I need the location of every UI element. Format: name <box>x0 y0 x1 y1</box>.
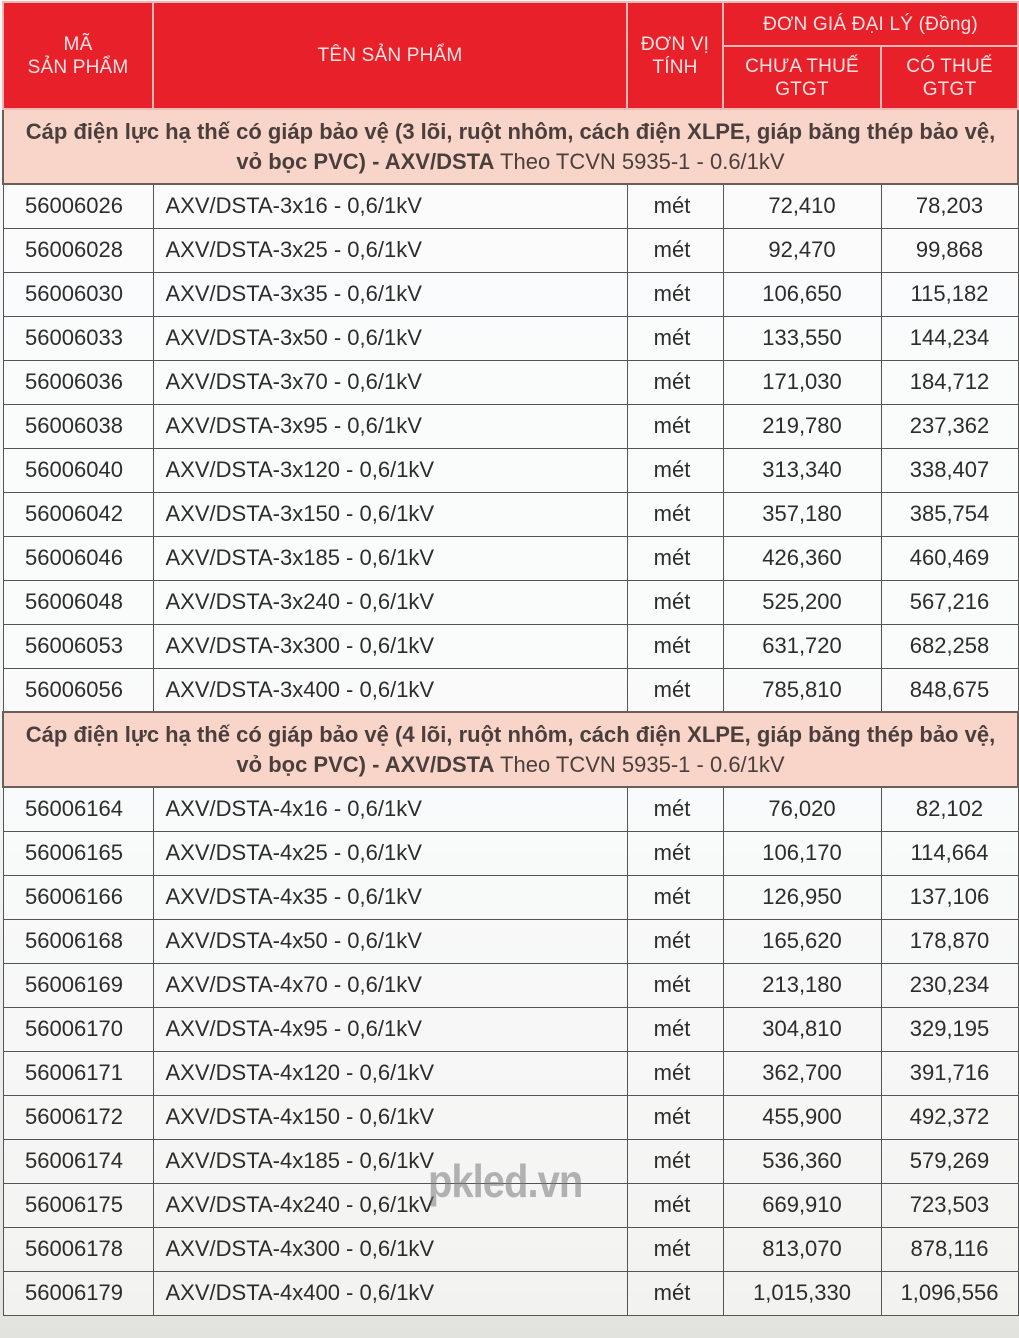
product-code-cell: 56006172 <box>3 1095 153 1139</box>
product-code-cell: 56006164 <box>3 787 153 831</box>
price-table <box>2 1 1019 1316</box>
price-pretax-cell: 631,720 <box>723 624 881 668</box>
product-name-cell: AXV/DSTA-3x150 - 0,6/1kV <box>153 492 627 536</box>
price-pretax-cell: 165,620 <box>723 919 881 963</box>
unit-cell: mét <box>627 875 723 919</box>
table-row <box>3 448 1018 492</box>
price-withtax-cell: 329,195 <box>881 1007 1018 1051</box>
price-withtax-cell: 137,106 <box>881 875 1018 919</box>
watermark: pkled.vn <box>428 1156 583 1208</box>
price-withtax-cell: 78,203 <box>881 184 1018 228</box>
table-body <box>3 109 1018 1315</box>
product-code-cell: 56006030 <box>3 272 153 316</box>
price-withtax-cell: 492,372 <box>881 1095 1018 1139</box>
product-code-cell: 56006036 <box>3 360 153 404</box>
table-row <box>3 831 1018 875</box>
price-pretax-cell: 92,470 <box>723 228 881 272</box>
table-row <box>3 875 1018 919</box>
product-name-cell: AXV/DSTA-3x240 - 0,6/1kV <box>153 580 627 624</box>
price-withtax-cell: 579,269 <box>881 1139 1018 1183</box>
product-code-cell: 56006040 <box>3 448 153 492</box>
price-pretax-cell: 219,780 <box>723 404 881 448</box>
price-withtax-cell: 82,102 <box>881 787 1018 831</box>
header-unit: ĐƠN VỊ TÍNH <box>627 2 723 109</box>
table-row <box>3 492 1018 536</box>
price-pretax-cell: 213,180 <box>723 963 881 1007</box>
unit-cell: mét <box>627 580 723 624</box>
product-code-cell: 56006038 <box>3 404 153 448</box>
unit-cell: mét <box>627 536 723 580</box>
product-name-cell: AXV/DSTA-3x25 - 0,6/1kV <box>153 228 627 272</box>
product-name-cell: AXV/DSTA-4x70 - 0,6/1kV <box>153 963 627 1007</box>
table-row <box>3 1271 1018 1315</box>
product-code-cell: 56006175 <box>3 1183 153 1227</box>
header-product-code: MÃ SẢN PHẨM <box>3 2 153 109</box>
product-code-cell: 56006033 <box>3 316 153 360</box>
price-withtax-cell: 385,754 <box>881 492 1018 536</box>
price-withtax-cell: 114,664 <box>881 831 1018 875</box>
unit-cell: mét <box>627 1095 723 1139</box>
product-name-cell: AXV/DSTA-3x35 - 0,6/1kV <box>153 272 627 316</box>
price-pretax-cell: 455,900 <box>723 1095 881 1139</box>
header-price-pretax: CHƯA THUẾ GTGT <box>723 46 881 109</box>
product-code-cell: 56006174 <box>3 1139 153 1183</box>
unit-cell: mét <box>627 360 723 404</box>
header-product-name: TÊN SẢN PHẨM <box>153 2 627 109</box>
unit-cell: mét <box>627 831 723 875</box>
price-withtax-cell: 567,216 <box>881 580 1018 624</box>
table-row <box>3 580 1018 624</box>
price-pretax-cell: 1,015,330 <box>723 1271 881 1315</box>
product-name-cell: AXV/DSTA-4x185 - 0,6/1kV <box>153 1139 627 1183</box>
table-row <box>3 316 1018 360</box>
product-name-cell: AXV/DSTA-4x120 - 0,6/1kV <box>153 1051 627 1095</box>
price-pretax-cell: 785,810 <box>723 668 881 712</box>
product-name-cell: AXV/DSTA-4x300 - 0,6/1kV <box>153 1227 627 1271</box>
product-name-cell: AXV/DSTA-4x240 - 0,6/1kV <box>153 1183 627 1227</box>
product-name-cell: AXV/DSTA-4x95 - 0,6/1kV <box>153 1007 627 1051</box>
table-row <box>3 228 1018 272</box>
price-withtax-cell: 144,234 <box>881 316 1018 360</box>
product-code-cell: 56006053 <box>3 624 153 668</box>
product-name-cell: AXV/DSTA-3x400 - 0,6/1kV <box>153 668 627 712</box>
product-code-cell: 56006056 <box>3 668 153 712</box>
table-row <box>3 1051 1018 1095</box>
price-pretax-cell: 536,360 <box>723 1139 881 1183</box>
unit-cell: mét <box>627 919 723 963</box>
unit-cell: mét <box>627 1271 723 1315</box>
unit-cell: mét <box>627 228 723 272</box>
table-row <box>3 184 1018 228</box>
unit-cell: mét <box>627 492 723 536</box>
price-pretax-cell: 106,650 <box>723 272 881 316</box>
product-code-cell: 56006169 <box>3 963 153 1007</box>
group-title-bold: Cáp điện lực hạ thế có giáp bảo vệ (3 lõi, ruột nhôm, cách điện XLPE, giáp băng thép bảo vệ, vỏ bọc PVC) - AXV/DSTA <box>25 118 996 174</box>
product-code-cell: 56006166 <box>3 875 153 919</box>
product-name-cell: AXV/DSTA-4x16 - 0,6/1kV <box>153 787 627 831</box>
unit-cell: mét <box>627 1183 723 1227</box>
unit-cell: mét <box>627 787 723 831</box>
price-withtax-cell: 184,712 <box>881 360 1018 404</box>
table-row <box>3 624 1018 668</box>
group-title-bold: Cáp điện lực hạ thế có giáp bảo vệ (4 lõi, ruột nhôm, cách điện XLPE, giáp băng thép bảo vệ, vỏ bọc PVC) - AXV/DSTA <box>25 721 996 777</box>
price-pretax-cell: 133,550 <box>723 316 881 360</box>
table-row <box>3 272 1018 316</box>
price-withtax-cell: 338,407 <box>881 448 1018 492</box>
unit-cell: mét <box>627 404 723 448</box>
product-name-cell: AXV/DSTA-3x50 - 0,6/1kV <box>153 316 627 360</box>
product-code-cell: 56006026 <box>3 184 153 228</box>
product-code-cell: 56006168 <box>3 919 153 963</box>
product-code-cell: 56006048 <box>3 580 153 624</box>
table-row <box>3 919 1018 963</box>
group-title-standard: Theo TCVN 5935-1 - 0.6/1kV <box>494 751 785 777</box>
product-name-cell: AXV/DSTA-4x25 - 0,6/1kV <box>153 831 627 875</box>
product-code-cell: 56006046 <box>3 536 153 580</box>
price-withtax-cell: 115,182 <box>881 272 1018 316</box>
unit-cell: mét <box>627 184 723 228</box>
product-code-cell: 56006042 <box>3 492 153 536</box>
price-withtax-cell: 723,503 <box>881 1183 1018 1227</box>
unit-cell: mét <box>627 668 723 712</box>
price-withtax-cell: 848,675 <box>881 668 1018 712</box>
product-name-cell: AXV/DSTA-4x150 - 0,6/1kV <box>153 1095 627 1139</box>
product-name-cell: AXV/DSTA-4x50 - 0,6/1kV <box>153 919 627 963</box>
product-name-cell: AXV/DSTA-3x95 - 0,6/1kV <box>153 404 627 448</box>
product-name-cell: AXV/DSTA-3x300 - 0,6/1kV <box>153 624 627 668</box>
table-row <box>3 1183 1018 1227</box>
table-row <box>3 1139 1018 1183</box>
price-pretax-cell: 525,200 <box>723 580 881 624</box>
table-row <box>3 668 1018 712</box>
product-code-cell: 56006171 <box>3 1051 153 1095</box>
price-pretax-cell: 106,170 <box>723 831 881 875</box>
price-withtax-cell: 878,116 <box>881 1227 1018 1271</box>
product-code-cell: 56006165 <box>3 831 153 875</box>
product-name-cell: AXV/DSTA-3x70 - 0,6/1kV <box>153 360 627 404</box>
price-withtax-cell: 237,362 <box>881 404 1018 448</box>
price-pretax-cell: 76,020 <box>723 787 881 831</box>
group-header-row <box>3 712 1018 787</box>
table-row <box>3 360 1018 404</box>
price-pretax-cell: 813,070 <box>723 1227 881 1271</box>
table-row <box>3 787 1018 831</box>
unit-cell: mét <box>627 448 723 492</box>
group-title <box>3 712 1018 787</box>
price-pretax-cell: 669,910 <box>723 1183 881 1227</box>
product-code-cell: 56006179 <box>3 1271 153 1315</box>
price-withtax-cell: 682,258 <box>881 624 1018 668</box>
unit-cell: mét <box>627 1139 723 1183</box>
header-price-withtax: CÓ THUẾ GTGT <box>881 46 1018 109</box>
table-row <box>3 963 1018 1007</box>
product-code-cell: 56006178 <box>3 1227 153 1271</box>
unit-cell: mét <box>627 272 723 316</box>
table-row <box>3 404 1018 448</box>
table-row <box>3 1227 1018 1271</box>
price-pretax-cell: 126,950 <box>723 875 881 919</box>
group-title-standard: Theo TCVN 5935-1 - 0.6/1kV <box>494 148 785 174</box>
unit-cell: mét <box>627 1051 723 1095</box>
group-title <box>3 109 1018 184</box>
price-pretax-cell: 171,030 <box>723 360 881 404</box>
price-withtax-cell: 99,868 <box>881 228 1018 272</box>
price-withtax-cell: 230,234 <box>881 963 1018 1007</box>
table-row <box>3 1095 1018 1139</box>
price-pretax-cell: 72,410 <box>723 184 881 228</box>
price-pretax-cell: 313,340 <box>723 448 881 492</box>
product-name-cell: AXV/DSTA-3x185 - 0,6/1kV <box>153 536 627 580</box>
unit-cell: mét <box>627 316 723 360</box>
table-header <box>3 2 1018 109</box>
price-pretax-cell: 362,700 <box>723 1051 881 1095</box>
price-withtax-cell: 391,716 <box>881 1051 1018 1095</box>
unit-cell: mét <box>627 963 723 1007</box>
product-name-cell: AXV/DSTA-4x35 - 0,6/1kV <box>153 875 627 919</box>
group-header-row <box>3 109 1018 184</box>
table-row <box>3 536 1018 580</box>
price-pretax-cell: 426,360 <box>723 536 881 580</box>
unit-cell: mét <box>627 1227 723 1271</box>
unit-cell: mét <box>627 624 723 668</box>
product-name-cell: AXV/DSTA-3x16 - 0,6/1kV <box>153 184 627 228</box>
product-code-cell: 56006170 <box>3 1007 153 1051</box>
header-dealer-price: ĐƠN GIÁ ĐẠI LÝ (Đồng) <box>723 2 1018 46</box>
price-pretax-cell: 304,810 <box>723 1007 881 1051</box>
price-pretax-cell: 357,180 <box>723 492 881 536</box>
price-withtax-cell: 1,096,556 <box>881 1271 1018 1315</box>
product-code-cell: 56006028 <box>3 228 153 272</box>
unit-cell: mét <box>627 1007 723 1051</box>
price-withtax-cell: 460,469 <box>881 536 1018 580</box>
price-withtax-cell: 178,870 <box>881 919 1018 963</box>
product-name-cell: AXV/DSTA-4x400 - 0,6/1kV <box>153 1271 627 1315</box>
product-name-cell: AXV/DSTA-3x120 - 0,6/1kV <box>153 448 627 492</box>
table-row <box>3 1007 1018 1051</box>
